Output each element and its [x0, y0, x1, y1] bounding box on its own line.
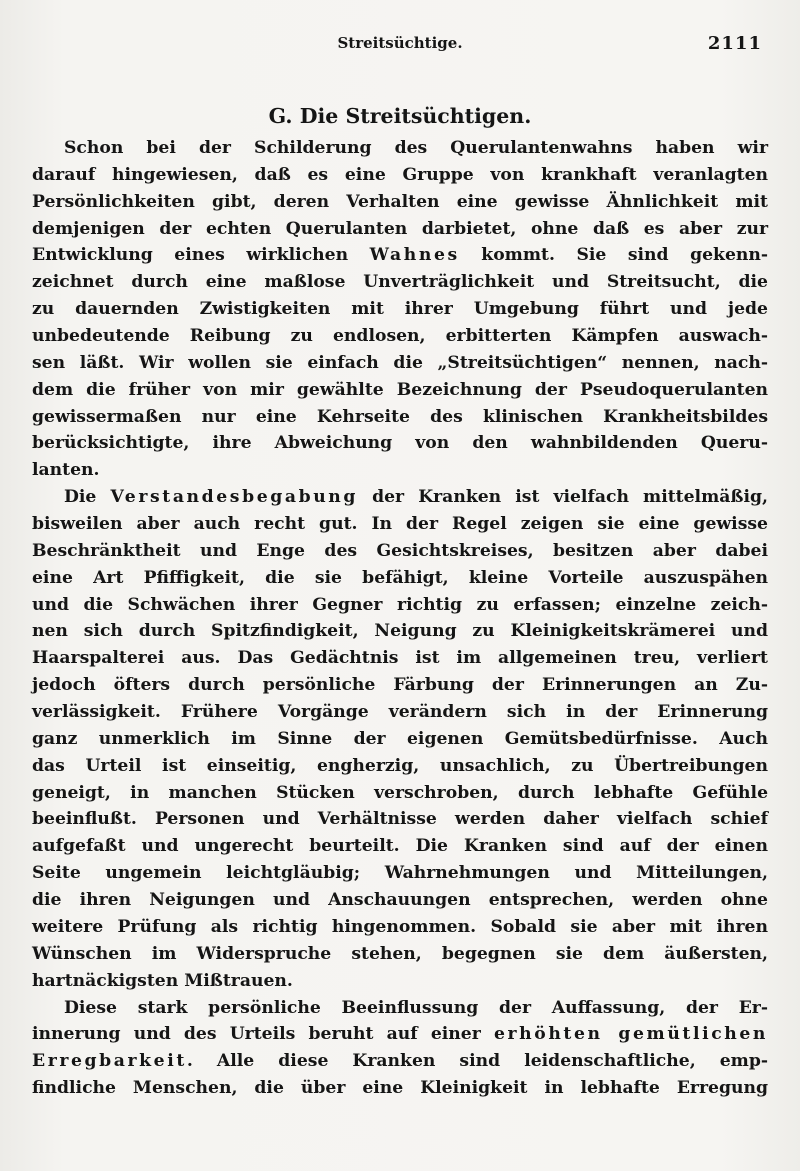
page-number: 2111 [707, 33, 762, 54]
text-segment: innerung und des Urteils beruht auf einer [32, 1024, 494, 1045]
text-line [32, 242, 768, 269]
text-line: die ihren Neigungen und Anschauungen entsprechen, werden ohne [32, 890, 768, 911]
text-line [32, 1021, 768, 1048]
text-segment: der Kranken ist vielfach mittelmäßig, [358, 487, 768, 508]
text-line: sen läßt. Wir wollen sie einfach die „Streitsüchtigen“ nennen, nach- [32, 352, 768, 373]
text-line: hartnäckigsten Mißtrauen. [32, 970, 293, 991]
text-segment: Die [64, 487, 111, 508]
text-line: zeichnet durch eine maßlose Unverträglichkeit und Streitsucht, die [32, 272, 768, 293]
text-segment: Entwicklung eines wirklichen [32, 245, 370, 266]
text-line: bisweilen aber auch recht gut. In der Regel zeigen sie eine gewisse [32, 514, 768, 535]
spaced-emphasis: erhöhten gemütlichen [493, 1024, 769, 1045]
text-line: weitere Prüfung als richtig hingenommen. Sobald sie aber mit ihren [32, 916, 768, 937]
text-line: lanten. [32, 460, 100, 481]
text-line: und die Schwächen ihrer Gegner richtig zu erfassen; einzelne zeich- [32, 594, 768, 615]
spaced-emphasis: Verstandesbegabung [110, 487, 359, 508]
text-line [32, 484, 768, 511]
text-line: unbedeutende Reibung zu endlosen, erbitterten Kämpfen auswach- [32, 326, 768, 347]
text-line: geneigt, in manchen Stücken verschroben, durch lebhafte Gefühle [32, 782, 768, 803]
text-line: berücksichtigte, ihre Abweichung von den wahnbildenden Queru- [32, 433, 768, 454]
running-head [32, 34, 768, 58]
section-heading: G. Die Streitsüchtigen. [268, 104, 532, 128]
text-line: das Urteil ist einseitig, engherzig, unsachlich, zu Übertreibungen [32, 755, 768, 776]
text-line: eine Art Pfiffigkeit, die sie befähigt, kleine Vorteile auszuspähen [32, 567, 768, 588]
text-line: Seite ungemein leichtgläubig; Wahrnehmungen und Mitteilungen, [32, 863, 768, 884]
text-line: Diese stark persönliche Beeinflussung der Auffassung, der Er- [64, 997, 768, 1018]
text-line: verlässigkeit. Frühere Vorgänge verändern sich in der Erinnerung [32, 702, 768, 723]
text-line: beeinflußt. Personen und Verhältnisse werden daher vielfach schief [32, 809, 768, 830]
text-line: nen sich durch Spitzfindigkeit, Neigung zu Kleinigkeitskrämerei und [32, 621, 768, 642]
text-line: dem die früher von mir gewählte Bezeichnung der Pseudoquerulanten [32, 379, 768, 400]
text-line: darauf hingewiesen, daß es eine Gruppe von krankhaft veranlagten [32, 164, 768, 185]
text-segment: kommt. Sie sind gekenn- [459, 245, 769, 266]
text-line: demjenigen der echten Querulanten darbietet, ohne daß es aber zur [32, 218, 768, 239]
text-line [32, 1048, 768, 1075]
running-title: Streitsüchtige. [337, 34, 463, 52]
text-line: gewissermaßen nur eine Kehrseite des klinischen Krankheitsbildes [32, 406, 768, 427]
text-segment: . Alle diese Kranken sind leidenschaftliche, emp- [186, 1051, 768, 1072]
text-line: findliche Menschen, die über eine Kleinigkeit in lebhafte Erregung [32, 1078, 768, 1099]
text-line: zu dauernden Zwistigkeiten mit ihrer Umgebung führt und jede [32, 299, 768, 320]
text-line: ganz unmerklich im Sinne der eigenen Gemütsbedürfnisse. Auch [32, 728, 768, 749]
text-line: Persönlichkeiten gibt, deren Verhalten eine gewisse Ähnlichkeit mit [32, 191, 768, 212]
text-line: Beschränktheit und Enge des Gesichtskreises, besitzen aber dabei [32, 540, 768, 561]
text-line: Schon bei der Schilderung des Querulantenwahns haben wir [64, 138, 768, 158]
text-line: jedoch öfters durch persönliche Färbung der Erinnerungen an Zu- [32, 675, 768, 696]
spaced-emphasis: Erregbarkeit [32, 1051, 187, 1072]
text-line: Wünschen im Widerspruche stehen, begegnen sie dem äußersten, [32, 943, 768, 964]
body-text [32, 135, 768, 1102]
spaced-emphasis: Wahnes [369, 245, 460, 266]
text-line: aufgefaßt und ungerecht beurteilt. Die Kranken sind auf der einen [32, 836, 768, 857]
text-line: Haarspalterei aus. Das Gedächtnis ist im allgemeinen treu, verliert [32, 648, 768, 669]
